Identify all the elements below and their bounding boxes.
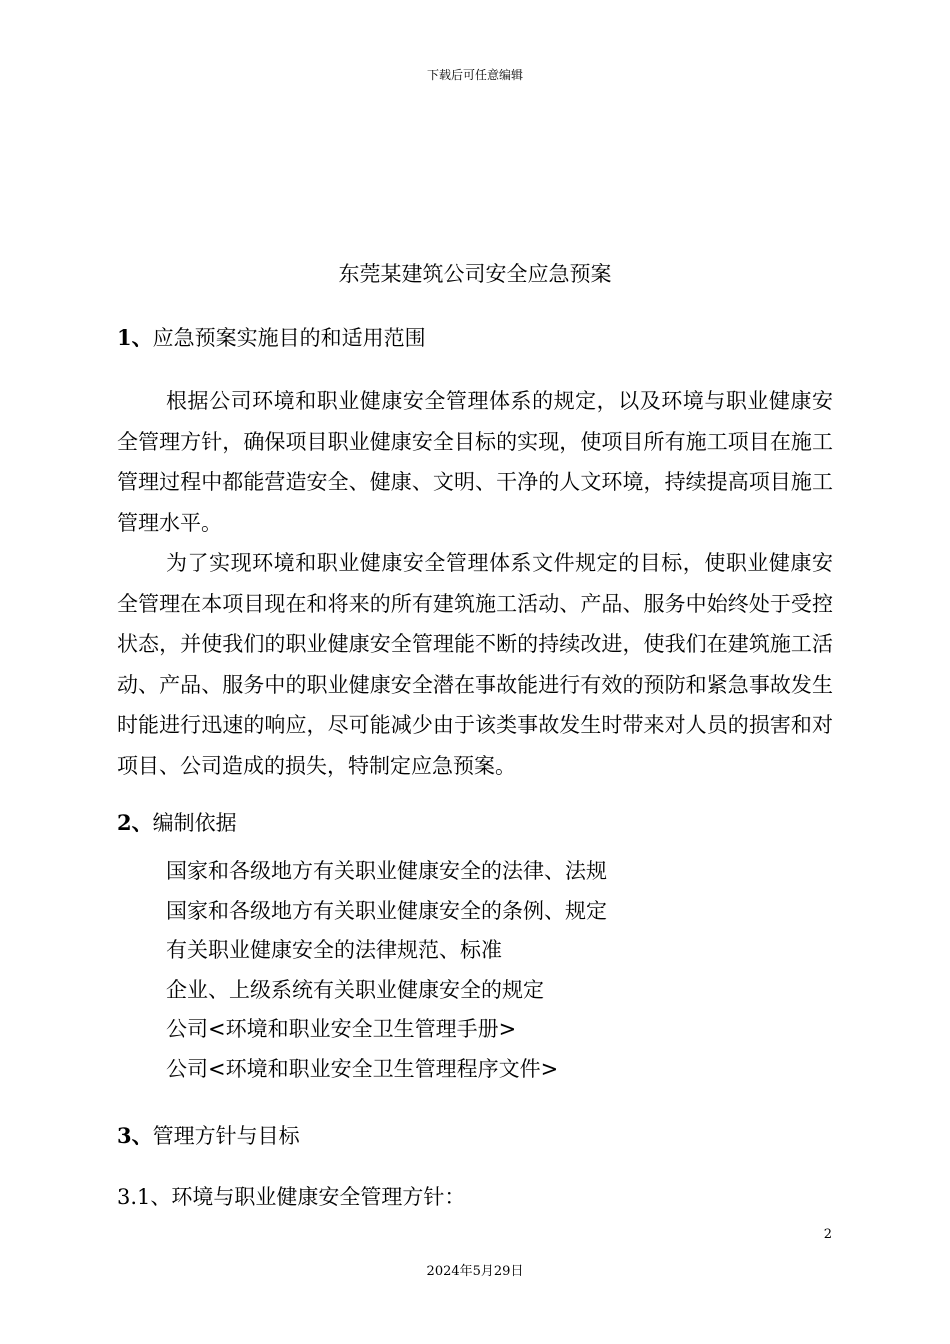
section-title: 编制依据 [152,811,237,835]
section-number: 3、 [117,1123,153,1148]
page-number: 2 [823,1227,832,1242]
section-heading-3 [117,1120,300,1150]
basis-list [166,852,607,1089]
section-title: 应急预案实施目的和适用范围 [152,326,426,350]
header-note: 下载后可任意编辑 [426,68,523,82]
subsection-title: 、环境与职业健康安全管理方针： [150,1185,466,1209]
list-item: 公司<环境和职业安全卫生管理手册> [166,1017,517,1041]
document-title: 东莞某建筑公司安全应急预案 [338,262,612,286]
list-item: 国家和各级地方有关职业健康安全的法律、法规 [166,859,607,883]
section-number: 1、 [117,325,153,350]
subsection-heading [117,1181,465,1211]
list-item: 有关职业健康安全的法律规范、标准 [166,938,502,962]
list-item: 企业、上级系统有关职业健康安全的规定 [166,977,544,1002]
footer-date: 2024年5月29日 [426,1264,524,1279]
list-item: 公司<环境和职业安全卫生管理程序文件> [166,1056,559,1081]
paragraph-goal: 为了实现环境和职业健康安全管理体系文件规定的目标，使职业健康安全管理在本项目现在和将来的所有建筑施工活动、产品、服务中始终处于受控状态，并使我们的职业健康安全管理能不断的持续改进，使我们在建筑施工活动、产品、服务中的职业健康安全潜在事故能进行有效的预防和紧急事故发生时能进行迅速的响应，尽可能减少由于该类事故发生时带来对人员的损害和对项目、公司造成的损失，特制定应急预案。 [117,551,833,778]
subsection-number: 3.1 [117,1185,151,1209]
paragraph-purpose: 根据公司环境和职业健康安全管理体系的规定，以及环境与职业健康安全管理方针，确保项目职业健康安全目标的实现，使项目所有施工项目在施工管理过程中都能营造安全、健康、文明、干净的人文环境，持续提高项目施工管理水平。 [117,389,833,535]
section-title: 管理方针与目标 [152,1124,300,1148]
section-number: 2、 [117,810,153,835]
section-heading-2 [117,807,237,837]
section-heading-1 [117,322,426,352]
list-item: 国家和各级地方有关职业健康安全的条例、规定 [166,898,607,923]
